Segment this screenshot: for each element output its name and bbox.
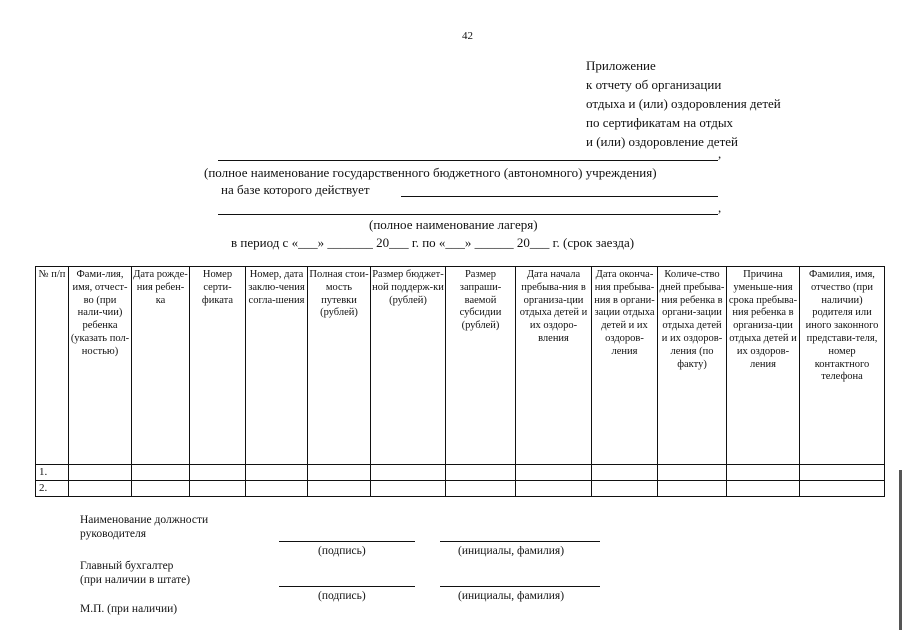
table-cell (446, 465, 516, 481)
column-header: Дата начала пребыва-ния в организа-ции отдыха детей и их оздоро-вления (516, 267, 592, 465)
column-header: № п/п (36, 267, 69, 465)
head-name-caption: (инициалы, фамилия) (458, 545, 565, 557)
column-header: Полная стои-мость путевки (рублей) (308, 267, 371, 465)
table-cell (371, 481, 446, 497)
column-header: Дата рожде-ния ребен-ка (132, 267, 190, 465)
accountant-name-caption: (инициалы, фамилия) (458, 590, 565, 602)
table-cell (190, 465, 246, 481)
row-number: 2. (36, 481, 69, 497)
institution-caption: (полное наименование государственного бюджетного (автономного) учреждения) (204, 165, 657, 180)
table-cell (516, 481, 592, 497)
accountant-signature-caption: (подпись) (318, 590, 366, 602)
accountant-label (80, 559, 190, 587)
table-cell (308, 481, 371, 497)
base-label: на базе которого действует (221, 182, 370, 197)
table-cell (727, 465, 800, 481)
camp-comma: , (718, 200, 722, 215)
camp-blank-line (218, 214, 718, 215)
base-blank-line (401, 196, 718, 197)
head-position-label (80, 513, 208, 541)
column-header: Фамилия, имя, отчество (при наличии) родителя или иного законного представи-теля, номер контактного телефона (800, 267, 885, 465)
table-cell (69, 465, 132, 481)
head-name-line (440, 541, 600, 542)
scan-edge (899, 470, 902, 630)
head-signature-line (279, 541, 415, 542)
table-row (36, 465, 885, 481)
head-label-line: руководителя (80, 528, 147, 540)
table-cell (371, 465, 446, 481)
table-cell (69, 481, 132, 497)
appendix-line: Приложение (586, 58, 656, 73)
table-cell (592, 465, 658, 481)
column-header: Размер запраши-ваемой субсидии (рублей) (446, 267, 516, 465)
column-header: Дата оконча-ния пребыва-ния в органи-зации отдыха детей и их оздоров-ления (592, 267, 658, 465)
table-cell (246, 465, 308, 481)
table-cell (516, 465, 592, 481)
column-header: Размер бюджет-ной поддерж-ки (рублей) (371, 267, 446, 465)
table-cell (132, 481, 190, 497)
table-cell (308, 465, 371, 481)
table-row (36, 481, 885, 497)
table-cell (800, 481, 885, 497)
table-cell (800, 465, 885, 481)
appendix-heading (586, 56, 781, 151)
row-number: 1. (36, 465, 69, 481)
head-signature-caption: (подпись) (318, 545, 366, 557)
accountant-name-line (440, 586, 600, 587)
appendix-line: и (или) оздоровление детей (586, 134, 738, 149)
institution-blank-line (218, 160, 718, 161)
table-cell (446, 481, 516, 497)
page-number: 42 (462, 30, 473, 42)
column-header: Причина уменьше-ния срока пребыва-ния ребенка в организа-ции отдыха детей и их оздоров-ления (727, 267, 800, 465)
table-cell (246, 481, 308, 497)
camp-caption: (полное наименование лагеря) (369, 217, 538, 232)
accountant-signature-line (279, 586, 415, 587)
appendix-line: по сертификатам на отдых (586, 115, 734, 130)
table-cell (658, 481, 727, 497)
table-cell (658, 465, 727, 481)
period-line: в период с «___» _______ 20___ г. по «___» ______ 20___ г. (срок заезда) (231, 235, 635, 250)
table-cell (592, 481, 658, 497)
column-header: Номер, дата заклю-чения согла-шения (246, 267, 308, 465)
table-cell (190, 481, 246, 497)
report-table (35, 266, 885, 497)
table-header-row (36, 267, 885, 465)
table-cell (727, 481, 800, 497)
table-cell (132, 465, 190, 481)
appendix-line: к отчету об организации (586, 77, 722, 92)
accountant-label-line: (при наличии в штате) (80, 574, 191, 586)
stamp-label: М.П. (при наличии) (80, 603, 178, 615)
column-header: Фами-лия, имя, отчест-во (при нали-чии) ребенка (указать пол-ностью) (69, 267, 132, 465)
column-header: Количе-ство дней пребыва-ния ребенка в органи-зации отдыха детей и их оздоров-ления (по факту) (658, 267, 727, 465)
head-label-line: Наименование должности (80, 514, 209, 526)
accountant-label-line: Главный бухгалтер (80, 560, 174, 572)
institution-comma: , (718, 146, 722, 161)
column-header: Номер серти-фиката (190, 267, 246, 465)
appendix-line: отдыха и (или) оздоровления детей (586, 96, 781, 111)
